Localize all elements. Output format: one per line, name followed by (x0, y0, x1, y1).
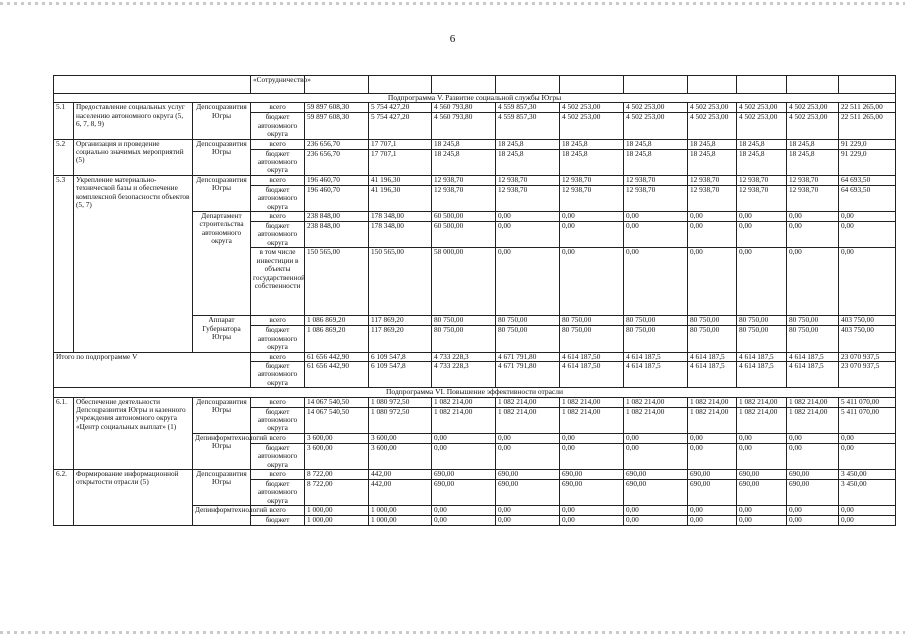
amount-cell: 4 559 857,30 (496, 103, 560, 113)
amount-cell: 12 938,70 (688, 185, 737, 211)
amount-cell: 0,00 (496, 506, 560, 516)
section-title: Подпрограмма V. Развитие социальной службы Югры (54, 94, 896, 103)
budget-table-sheet (53, 75, 883, 597)
funding-source: бюджет автономного округа (251, 113, 305, 139)
measure-name: Предоставление социальных услуг населению автономного округа (5, 6, 7, 8, 9) (74, 103, 193, 139)
amount-cell: 0,00 (560, 212, 624, 222)
amount-cell: 0,00 (624, 516, 688, 525)
amount-cell: 0,00 (839, 212, 896, 222)
amount-cell: 690,00 (560, 469, 624, 479)
amount-cell: 0,00 (737, 222, 787, 248)
amount-cell: 690,00 (787, 469, 839, 479)
amount-cell: 12 938,70 (432, 175, 496, 185)
amount-cell: 1 086 869,20 (305, 326, 369, 352)
table-row (54, 103, 896, 113)
amount-cell: 0,00 (688, 222, 737, 248)
amount-cell: 4 502 253,00 (560, 113, 624, 139)
amount-cell: 60 500,00 (432, 222, 496, 248)
amount-cell: 4 502 253,00 (688, 113, 737, 139)
funding-source: бюджет автономного округа (251, 479, 305, 505)
amount-cell: 0,00 (839, 248, 896, 316)
amount-cell: 0,00 (839, 433, 896, 443)
amount-cell: 91 229,0 (839, 139, 896, 149)
amount-cell: 41 196,30 (369, 185, 432, 211)
measure-name: Организация и проведение социально значимых мероприятий (5) (74, 139, 193, 175)
amount-cell: 80 750,00 (787, 326, 839, 352)
funding-source: бюджет автономного округа (251, 407, 305, 433)
funding-source: бюджет автономного округа (251, 443, 305, 469)
amount-cell: 0,00 (624, 506, 688, 516)
amount-cell: 0,00 (688, 433, 737, 443)
header-empty-cell (432, 76, 496, 94)
funding-source: всего (251, 397, 305, 407)
amount-cell: 1 082 214,00 (624, 407, 688, 433)
amount-cell: 4 502 253,00 (787, 103, 839, 113)
amount-cell: 64 693,50 (839, 185, 896, 211)
funding-source: всего (251, 139, 305, 149)
funding-source: бюджет автономного округа (251, 222, 305, 248)
amount-cell: 18 245,8 (432, 149, 496, 175)
amount-cell: 18 245,8 (496, 139, 560, 149)
amount-cell: 0,00 (560, 443, 624, 469)
amount-cell: 18 245,8 (496, 149, 560, 175)
amount-cell: 1 086 869,20 (305, 316, 369, 326)
amount-cell: 1 082 214,00 (688, 397, 737, 407)
amount-cell: 0,00 (496, 212, 560, 222)
amount-cell: 4 614 187,5 (624, 352, 688, 361)
amount-cell: 0,00 (737, 212, 787, 222)
amount-cell: 1 082 214,00 (560, 407, 624, 433)
amount-cell: 80 750,00 (560, 316, 624, 326)
amount-cell: 18 245,8 (560, 149, 624, 175)
amount-cell: 12 938,70 (737, 185, 787, 211)
amount-cell: 4 560 793,80 (432, 113, 496, 139)
amount-cell: 690,00 (432, 479, 496, 505)
amount-cell: 12 938,70 (560, 185, 624, 211)
amount-cell: 1 082 214,00 (787, 397, 839, 407)
funding-source: всего (251, 103, 305, 113)
amount-cell: 150 565,00 (369, 248, 432, 316)
executor-name: Депинформтехнологий (193, 506, 251, 525)
amount-cell: 0,00 (496, 516, 560, 525)
header-empty-cell (369, 76, 432, 94)
amount-cell: 4 502 253,00 (624, 113, 688, 139)
amount-cell: 18 245,8 (688, 139, 737, 149)
amount-cell: 80 750,00 (624, 326, 688, 352)
amount-cell: 80 750,00 (787, 316, 839, 326)
amount-cell: 0,00 (839, 222, 896, 248)
amount-cell: 8 722,00 (305, 469, 369, 479)
amount-cell: 12 938,70 (496, 185, 560, 211)
amount-cell: 91 229,0 (839, 149, 896, 175)
amount-cell: 4 614 187,50 (560, 361, 624, 387)
measure-name: Укрепление материально-технической базы и обеспечение комплексной безопасности объектов (5, 7) (74, 175, 193, 352)
amount-cell: 1 082 214,00 (737, 397, 787, 407)
amount-cell: 3 600,00 (305, 433, 369, 443)
amount-cell: 0,00 (839, 443, 896, 469)
amount-cell: 236 656,70 (305, 139, 369, 149)
amount-cell: 0,00 (787, 248, 839, 316)
amount-cell: 0,00 (688, 516, 737, 525)
amount-cell: 0,00 (624, 443, 688, 469)
amount-cell: 3 600,00 (369, 443, 432, 469)
funding-source: всего (251, 175, 305, 185)
amount-cell: 5 754 427,20 (369, 103, 432, 113)
funding-source: бюджет автономного округа (251, 185, 305, 211)
amount-cell: 1 000,00 (369, 516, 432, 525)
amount-cell: 12 938,70 (624, 185, 688, 211)
amount-cell: 12 938,70 (624, 175, 688, 185)
funding-source: бюджет автономного округа (251, 149, 305, 175)
header-empty-cell (688, 76, 737, 94)
amount-cell: 0,00 (787, 506, 839, 516)
amount-cell: 23 070 937,5 (839, 352, 896, 361)
header-empty-cell (496, 76, 560, 94)
amount-cell: 196 460,70 (305, 185, 369, 211)
amount-cell: 238 848,00 (305, 222, 369, 248)
amount-cell: 0,00 (432, 433, 496, 443)
table-row (54, 397, 896, 407)
amount-cell: 403 750,00 (839, 316, 896, 326)
amount-cell: 4 559 857,30 (496, 113, 560, 139)
amount-cell: 1 080 972,50 (369, 397, 432, 407)
amount-cell: 18 245,8 (787, 149, 839, 175)
amount-cell: 4 502 253,00 (787, 113, 839, 139)
amount-cell: 80 750,00 (688, 316, 737, 326)
amount-cell: 238 848,00 (305, 212, 369, 222)
amount-cell: 61 656 442,90 (305, 352, 369, 361)
amount-cell: 22 511 265,00 (839, 103, 896, 113)
amount-cell: 1 000,00 (305, 516, 369, 525)
amount-cell: 4 614 187,5 (737, 361, 787, 387)
scan-edge-bottom (0, 631, 905, 634)
amount-cell: 403 750,00 (839, 326, 896, 352)
funding-source: бюджет автономного округа (251, 326, 305, 352)
header-empty-cell (737, 76, 787, 94)
amount-cell: 1 082 214,00 (560, 397, 624, 407)
amount-cell: 0,00 (496, 433, 560, 443)
executor-name: Депсоцразвития Югры (193, 397, 251, 433)
budget-table (53, 75, 896, 526)
page-number: 6 (449, 33, 456, 45)
amount-cell: 59 897 608,30 (305, 103, 369, 113)
amount-cell: 80 750,00 (560, 326, 624, 352)
amount-cell: 18 245,8 (737, 139, 787, 149)
amount-cell: 80 750,00 (496, 316, 560, 326)
amount-cell: 0,00 (432, 516, 496, 525)
amount-cell: 690,00 (737, 469, 787, 479)
amount-cell: 1 082 214,00 (496, 397, 560, 407)
amount-cell: 61 656 442,90 (305, 361, 369, 387)
amount-cell: 0,00 (839, 506, 896, 516)
amount-cell: 236 656,70 (305, 149, 369, 175)
amount-cell: 150 565,00 (305, 248, 369, 316)
amount-cell: 1 082 214,00 (624, 397, 688, 407)
table-row (54, 469, 896, 479)
executor-name: Депсоцразвития Югры (193, 469, 251, 505)
amount-cell: 5 411 070,00 (839, 407, 896, 433)
amount-cell: 12 938,70 (496, 175, 560, 185)
amount-cell: 0,00 (737, 506, 787, 516)
executor-name: Депинформтехнологий Югры (193, 433, 251, 469)
funding-source: в том числе инвестиции в объекты государственной собственности (251, 248, 305, 316)
funding-source: всего (251, 506, 305, 516)
table-row (54, 175, 896, 185)
amount-cell: 0,00 (737, 443, 787, 469)
amount-cell: 1 082 214,00 (787, 407, 839, 433)
amount-cell: 0,00 (496, 248, 560, 316)
amount-cell: 4 671 791,80 (496, 352, 560, 361)
amount-cell: 0,00 (688, 506, 737, 516)
amount-cell: 80 750,00 (432, 326, 496, 352)
amount-cell: 80 750,00 (496, 326, 560, 352)
executor-name: Аппарат Губернатора Югры (193, 316, 251, 352)
amount-cell: 3 450,00 (839, 479, 896, 505)
row-number: 5.1 (54, 103, 74, 139)
amount-cell: 1 082 214,00 (432, 407, 496, 433)
amount-cell: 58 000,00 (432, 248, 496, 316)
row-number: 5.3 (54, 175, 74, 352)
amount-cell: 18 245,8 (624, 149, 688, 175)
amount-cell: 117 869,20 (369, 326, 432, 352)
amount-cell: 0,00 (496, 222, 560, 248)
executor-name: Депсоцразвития Югры (193, 175, 251, 211)
header-empty-cell (560, 76, 624, 94)
executor-name: Департамент строительства автономного округа (193, 212, 251, 316)
amount-cell: 0,00 (560, 433, 624, 443)
amount-cell: 690,00 (688, 469, 737, 479)
amount-cell: 0,00 (787, 222, 839, 248)
amount-cell: 1 082 214,00 (432, 397, 496, 407)
amount-cell: 4 614 187,5 (688, 352, 737, 361)
row-number: 5.2 (54, 139, 74, 175)
amount-cell: 0,00 (624, 248, 688, 316)
amount-cell: 18 245,8 (737, 149, 787, 175)
amount-cell: 4 614 187,50 (560, 352, 624, 361)
amount-cell: 4 614 187,5 (787, 352, 839, 361)
amount-cell: 17 707,1 (369, 139, 432, 149)
amount-cell: 4 614 187,5 (688, 361, 737, 387)
section-title-row (54, 388, 896, 397)
amount-cell: 6 109 547,8 (369, 361, 432, 387)
amount-cell: 12 938,70 (560, 175, 624, 185)
amount-cell: 6 109 547,8 (369, 352, 432, 361)
amount-cell: 690,00 (432, 469, 496, 479)
amount-cell: 442,00 (369, 479, 432, 505)
amount-cell: 17 707,1 (369, 149, 432, 175)
amount-cell: 0,00 (624, 222, 688, 248)
header-empty-cell (839, 76, 896, 94)
total-label: Итого по подпрограмме V (54, 352, 251, 388)
funding-source: всего (251, 212, 305, 222)
amount-cell: 5 754 427,20 (369, 113, 432, 139)
amount-cell: 64 693,50 (839, 175, 896, 185)
amount-cell: 4 614 187,5 (787, 361, 839, 387)
amount-cell: 0,00 (496, 443, 560, 469)
funding-source: всего (251, 352, 305, 361)
amount-cell: 18 245,8 (432, 139, 496, 149)
amount-cell: 12 938,70 (688, 175, 737, 185)
header-empty-cell (54, 76, 251, 94)
row-number: 6.2. (54, 469, 74, 525)
amount-cell: 178 348,00 (369, 212, 432, 222)
amount-cell: 117 869,20 (369, 316, 432, 326)
amount-cell: 80 750,00 (737, 326, 787, 352)
header-empty-cell (624, 76, 688, 94)
amount-cell: 0,00 (624, 212, 688, 222)
amount-cell: 690,00 (688, 479, 737, 505)
amount-cell: 1 080 972,50 (369, 407, 432, 433)
amount-cell: 18 245,8 (787, 139, 839, 149)
amount-cell: 0,00 (688, 443, 737, 469)
amount-cell: 4 502 253,00 (688, 103, 737, 113)
amount-cell: 690,00 (496, 479, 560, 505)
amount-cell: 0,00 (787, 212, 839, 222)
amount-cell: 0,00 (560, 506, 624, 516)
amount-cell: 5 411 070,00 (839, 397, 896, 407)
amount-cell: 0,00 (432, 506, 496, 516)
amount-cell: 0,00 (560, 248, 624, 316)
header-empty-cell (305, 76, 369, 94)
table-header-row (54, 76, 896, 94)
header-cell-cooperation: «Сотрудничество» (251, 76, 305, 94)
amount-cell: 12 938,70 (787, 185, 839, 211)
amount-cell: 0,00 (737, 516, 787, 525)
amount-cell: 4 733 228,3 (432, 352, 496, 361)
amount-cell: 1 082 214,00 (496, 407, 560, 433)
funding-source: всего (251, 469, 305, 479)
section-title: Подпрограмма VI. Повышение эффективности отрасли (54, 388, 896, 397)
amount-cell: 4 733 228,3 (432, 361, 496, 387)
amount-cell: 0,00 (737, 433, 787, 443)
amount-cell: 0,00 (787, 443, 839, 469)
amount-cell: 0,00 (432, 443, 496, 469)
amount-cell: 12 938,70 (787, 175, 839, 185)
amount-cell: 4 502 253,00 (737, 103, 787, 113)
measure-name: Формирование информационной открытости отрасли (5) (74, 469, 193, 525)
amount-cell: 3 450,00 (839, 469, 896, 479)
amount-cell: 0,00 (787, 516, 839, 525)
amount-cell: 1 000,00 (369, 506, 432, 516)
amount-cell: 0,00 (787, 433, 839, 443)
amount-cell: 18 245,8 (624, 139, 688, 149)
amount-cell: 1 082 214,00 (688, 407, 737, 433)
scan-edge-top (0, 2, 905, 5)
amount-cell: 690,00 (787, 479, 839, 505)
amount-cell: 0,00 (560, 516, 624, 525)
amount-cell: 690,00 (624, 469, 688, 479)
funding-source: всего (251, 316, 305, 326)
amount-cell: 690,00 (496, 469, 560, 479)
amount-cell: 4 502 253,00 (560, 103, 624, 113)
measure-name: Обеспечение деятельности Депсоцразвития Югры и казенного учреждения автономного округа «Центр социальных выплат» (1) (74, 397, 193, 469)
amount-cell: 690,00 (624, 479, 688, 505)
amount-cell: 22 511 265,00 (839, 113, 896, 139)
amount-cell: 0,00 (624, 433, 688, 443)
funding-source: бюджет (251, 516, 305, 525)
amount-cell: 59 897 608,30 (305, 113, 369, 139)
amount-cell: 80 750,00 (624, 316, 688, 326)
amount-cell: 1 000,00 (305, 506, 369, 516)
amount-cell: 4 671 791,80 (496, 361, 560, 387)
amount-cell: 12 938,70 (737, 175, 787, 185)
executor-name: Депсоцразвития Югры (193, 103, 251, 139)
amount-cell: 3 600,00 (369, 433, 432, 443)
amount-cell: 41 196,30 (369, 175, 432, 185)
amount-cell: 80 750,00 (737, 316, 787, 326)
total-row (54, 352, 896, 361)
amount-cell: 178 348,00 (369, 222, 432, 248)
table-row (54, 139, 896, 149)
amount-cell: 0,00 (560, 222, 624, 248)
amount-cell: 0,00 (737, 248, 787, 316)
amount-cell: 4 614 187,5 (624, 361, 688, 387)
executor-name: Депсоцразвития Югры (193, 139, 251, 175)
amount-cell: 12 938,70 (432, 185, 496, 211)
amount-cell: 0,00 (688, 248, 737, 316)
amount-cell: 4 502 253,00 (624, 103, 688, 113)
amount-cell: 18 245,8 (560, 139, 624, 149)
amount-cell: 442,00 (369, 469, 432, 479)
amount-cell: 1 082 214,00 (737, 407, 787, 433)
header-empty-cell (787, 76, 839, 94)
amount-cell: 80 750,00 (688, 326, 737, 352)
amount-cell: 4 502 253,00 (737, 113, 787, 139)
amount-cell: 8 722,00 (305, 479, 369, 505)
amount-cell: 3 600,00 (305, 443, 369, 469)
amount-cell: 4 614 187,5 (737, 352, 787, 361)
amount-cell: 60 500,00 (432, 212, 496, 222)
amount-cell: 23 070 937,5 (839, 361, 896, 387)
amount-cell: 80 750,00 (432, 316, 496, 326)
amount-cell: 14 067 540,50 (305, 397, 369, 407)
amount-cell: 690,00 (560, 479, 624, 505)
amount-cell: 0,00 (688, 212, 737, 222)
amount-cell: 0,00 (839, 516, 896, 525)
amount-cell: 4 560 793,80 (432, 103, 496, 113)
amount-cell: 690,00 (737, 479, 787, 505)
row-number: 6.1. (54, 397, 74, 469)
amount-cell: 14 067 540,50 (305, 407, 369, 433)
funding-source: бюджет автономного округа (251, 361, 305, 387)
amount-cell: 18 245,8 (688, 149, 737, 175)
funding-source: всего (251, 433, 305, 443)
amount-cell: 196 460,70 (305, 175, 369, 185)
